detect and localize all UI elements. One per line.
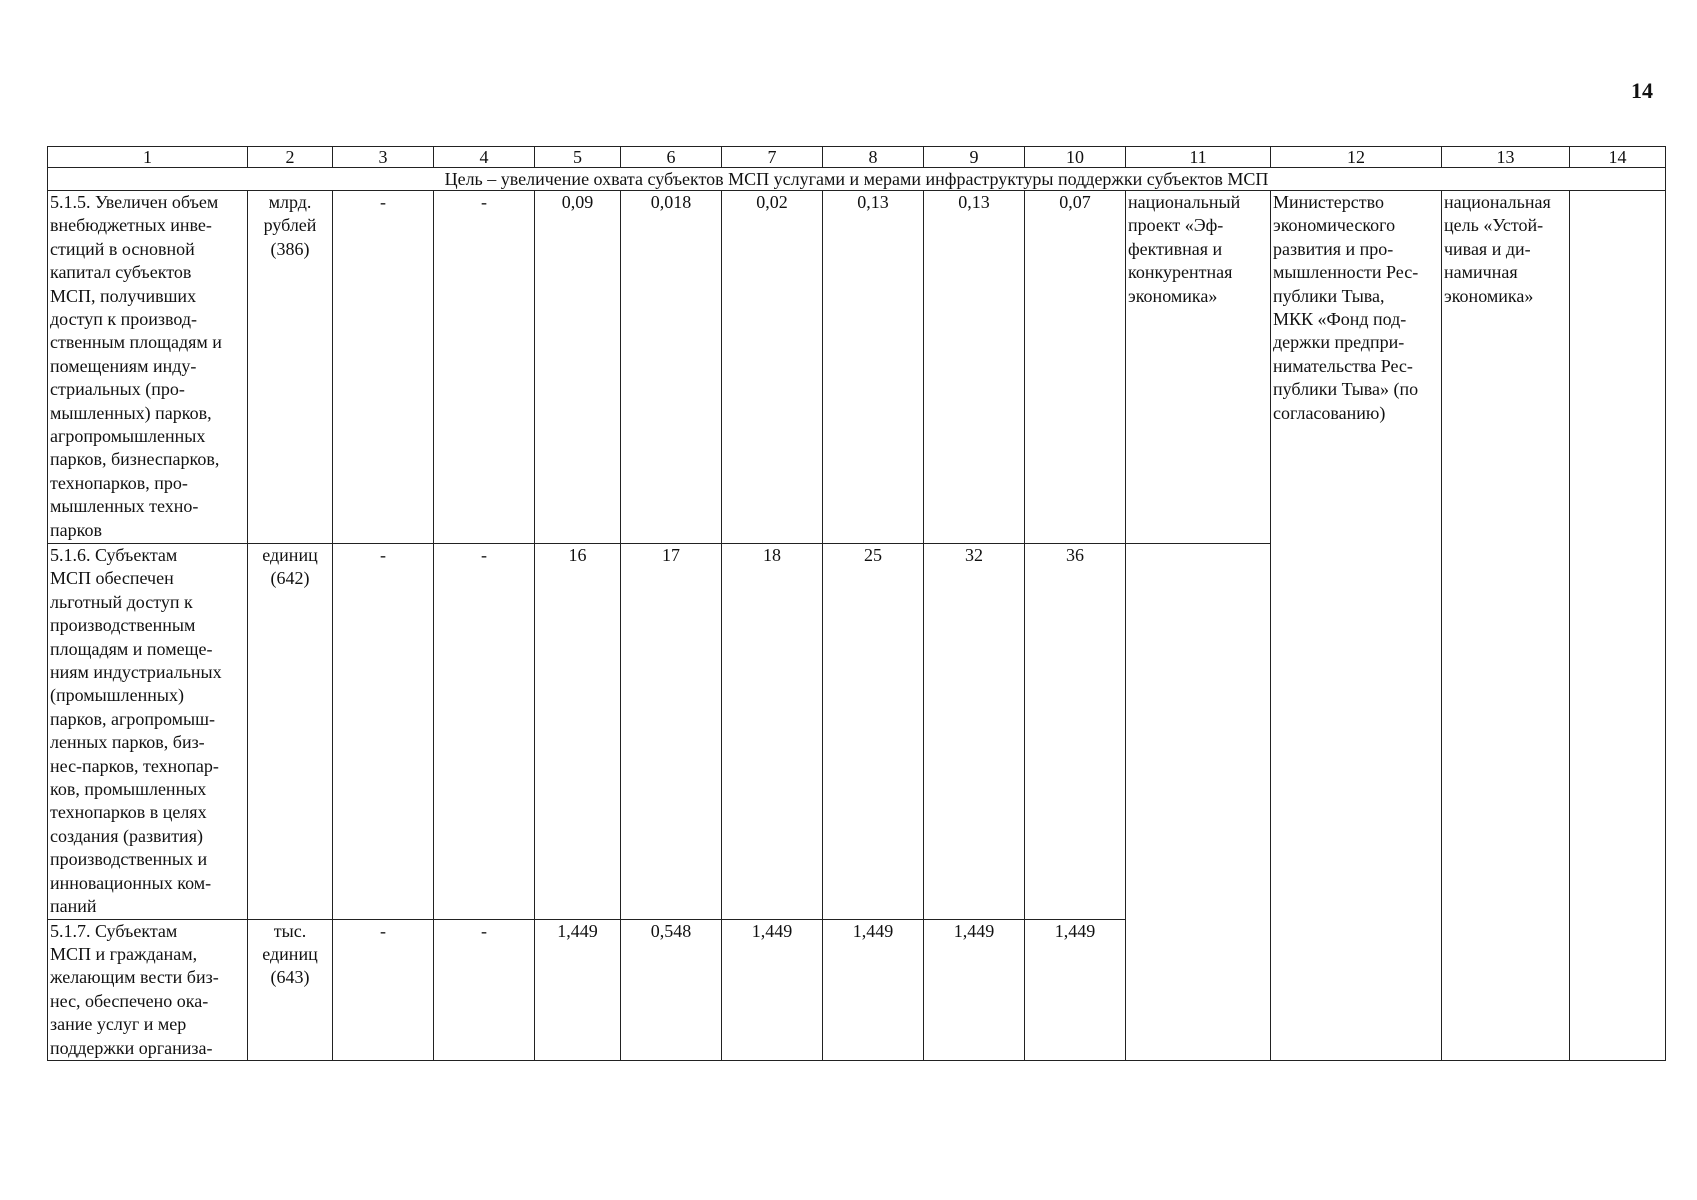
column-header: 1 xyxy=(48,147,248,168)
indicator-name xyxy=(48,919,248,1060)
value-cell: 18 xyxy=(722,544,823,920)
cell-line: МСП, получивших xyxy=(50,285,197,306)
value-cell: 1,449 xyxy=(924,919,1025,1060)
column-header: 3 xyxy=(333,147,434,168)
cell-line: национальный xyxy=(1128,192,1241,212)
cell-line: конкурентная xyxy=(1128,262,1233,283)
cell-line: публики Тыва, xyxy=(1273,285,1385,306)
value-cell: 25 xyxy=(823,544,924,920)
cell-line: 5.1.5. Увеличен объем xyxy=(50,192,219,212)
cell-line: проект «Эф- xyxy=(1128,215,1224,236)
cell-line: 5.1.7. Субъектам xyxy=(50,920,178,941)
cell-line: публики Тыва» (по xyxy=(1273,379,1419,400)
cell-line: единиц xyxy=(262,545,318,565)
cell-line: парков, агропромыш- xyxy=(50,708,215,729)
value-cell: 0,09 xyxy=(535,191,621,544)
national-goal-cell xyxy=(1442,191,1570,1061)
cell-line: МСП и гражданам, xyxy=(50,943,198,964)
cell-line: производственным xyxy=(50,615,196,636)
cell-line: доступ к производ- xyxy=(50,309,197,330)
cell-line: нес-парков, технопар- xyxy=(50,755,219,776)
cell-line: капитал субъектов xyxy=(50,262,192,283)
cell-line: согласованию) xyxy=(1273,402,1386,423)
national-project-cell xyxy=(1126,191,1271,544)
column-header: 12 xyxy=(1271,147,1442,168)
responsible-cell xyxy=(1271,191,1442,1061)
value-cell: 36 xyxy=(1025,544,1126,920)
value-cell: 0,13 xyxy=(924,191,1025,544)
column-header: 6 xyxy=(621,147,722,168)
indicator-name xyxy=(48,191,248,544)
cell-line: фективная и xyxy=(1128,238,1223,259)
column-header: 13 xyxy=(1442,147,1570,168)
cell-line: льготный доступ к xyxy=(50,591,193,612)
goal-row xyxy=(48,168,1666,191)
cell-line: желающим вести биз- xyxy=(50,967,219,988)
cell-line: мышленных техно- xyxy=(50,496,199,517)
cell-line: площадям и помеще- xyxy=(50,638,213,659)
indicators-table xyxy=(47,146,1666,1061)
value-cell: - xyxy=(333,544,434,920)
cell-line: чивая и ди- xyxy=(1444,238,1531,259)
value-cell: 1,449 xyxy=(535,919,621,1060)
cell-line: ленных парков, биз- xyxy=(50,732,205,753)
cell-line: производственных и xyxy=(50,849,208,870)
value-cell: 17 xyxy=(621,544,722,920)
cell-line: единиц xyxy=(262,943,318,964)
cell-line: стриальных (про- xyxy=(50,379,185,400)
value-cell: 1,449 xyxy=(823,919,924,1060)
goal-text: Цель – увеличение охвата субъектов МСП услугами и мерами инфраструктуры поддержки субъектов МСП xyxy=(48,168,1666,191)
cell-line: ственным площадям и xyxy=(50,332,222,353)
cell-line: технопарков в целях xyxy=(50,802,207,823)
value-cell: - xyxy=(333,191,434,544)
cell-line: экономика» xyxy=(1444,285,1534,306)
column-header: 8 xyxy=(823,147,924,168)
column-header: 11 xyxy=(1126,147,1271,168)
value-cell: - xyxy=(434,191,535,544)
cell-line: зание услуг и мер xyxy=(50,1014,187,1035)
cell-line: помещениям инду- xyxy=(50,355,197,376)
cell-line: тыс. xyxy=(273,920,307,941)
cell-line: (643) xyxy=(270,967,310,988)
cell-line: внебюджетных инве- xyxy=(50,215,212,236)
value-cell: 0,07 xyxy=(1025,191,1126,544)
cell-line: Министерство xyxy=(1273,192,1384,212)
cell-line: парков xyxy=(50,519,102,540)
value-cell: 1,449 xyxy=(722,919,823,1060)
cell-line: 5.1.6. Субъектам xyxy=(50,545,178,565)
value-cell: 0,548 xyxy=(621,919,722,1060)
page-number: 14 xyxy=(1631,78,1653,103)
unit-cell xyxy=(248,919,333,1060)
cell-line: цель «Устой- xyxy=(1444,215,1544,236)
unit-cell xyxy=(248,191,333,544)
cell-line: нимательства Рес- xyxy=(1273,355,1413,376)
value-cell: 1,449 xyxy=(1025,919,1126,1060)
column-header: 9 xyxy=(924,147,1025,168)
column-header: 7 xyxy=(722,147,823,168)
cell-line: экономика» xyxy=(1128,285,1218,306)
cell-line: рублей xyxy=(263,215,317,236)
column-numbers-row xyxy=(48,147,1666,168)
column-header: 2 xyxy=(248,147,333,168)
column-header: 14 xyxy=(1570,147,1666,168)
cell-line: экономического xyxy=(1273,215,1396,236)
value-cell: 0,018 xyxy=(621,191,722,544)
cell-line: стиций в основной xyxy=(50,238,195,259)
cell-line: поддержки организа- xyxy=(50,1037,213,1058)
cell-line: национальная xyxy=(1444,192,1551,212)
value-cell: - xyxy=(434,544,535,920)
cell-line: мышленных) парков, xyxy=(50,402,212,423)
cell-line: (642) xyxy=(270,568,310,589)
cell-line: парков, бизнеспарков, xyxy=(50,449,220,470)
indicator-name xyxy=(48,544,248,920)
cell-line: ков, промышленных xyxy=(50,779,207,800)
cell-line: намичная xyxy=(1444,262,1518,283)
cell-line: паний xyxy=(50,896,97,917)
cell-line: держки предпри- xyxy=(1273,332,1405,353)
cell-line: ниям индустриальных xyxy=(50,662,222,683)
value-cell: - xyxy=(333,919,434,1060)
cell-line: мышленности Рес- xyxy=(1273,262,1419,283)
column-header: 4 xyxy=(434,147,535,168)
column-header: 10 xyxy=(1025,147,1126,168)
cell-line: МСП обеспечен xyxy=(50,568,174,589)
cell-line: технопарков, про- xyxy=(50,472,188,493)
column-14-cell xyxy=(1570,191,1666,1061)
cell-line: (386) xyxy=(270,238,310,259)
table-row xyxy=(48,191,1666,544)
unit-cell xyxy=(248,544,333,920)
cell-line: агропромышленных xyxy=(50,426,206,447)
value-cell: 32 xyxy=(924,544,1025,920)
value-cell: 0,13 xyxy=(823,191,924,544)
cell-line: создания (развития) xyxy=(50,825,203,846)
cell-line: инновационных ком- xyxy=(50,872,212,893)
value-cell: 16 xyxy=(535,544,621,920)
cell-line: МКК «Фонд под- xyxy=(1273,309,1407,330)
column-header: 5 xyxy=(535,147,621,168)
cell-line: млрд. xyxy=(268,192,312,212)
cell-line: нес, обеспечено ока- xyxy=(50,990,209,1011)
value-cell: - xyxy=(434,919,535,1060)
national-project-cell-empty xyxy=(1126,544,1271,1061)
cell-line: (промышленных) xyxy=(50,685,184,706)
cell-line: развития и про- xyxy=(1273,238,1394,259)
value-cell: 0,02 xyxy=(722,191,823,544)
